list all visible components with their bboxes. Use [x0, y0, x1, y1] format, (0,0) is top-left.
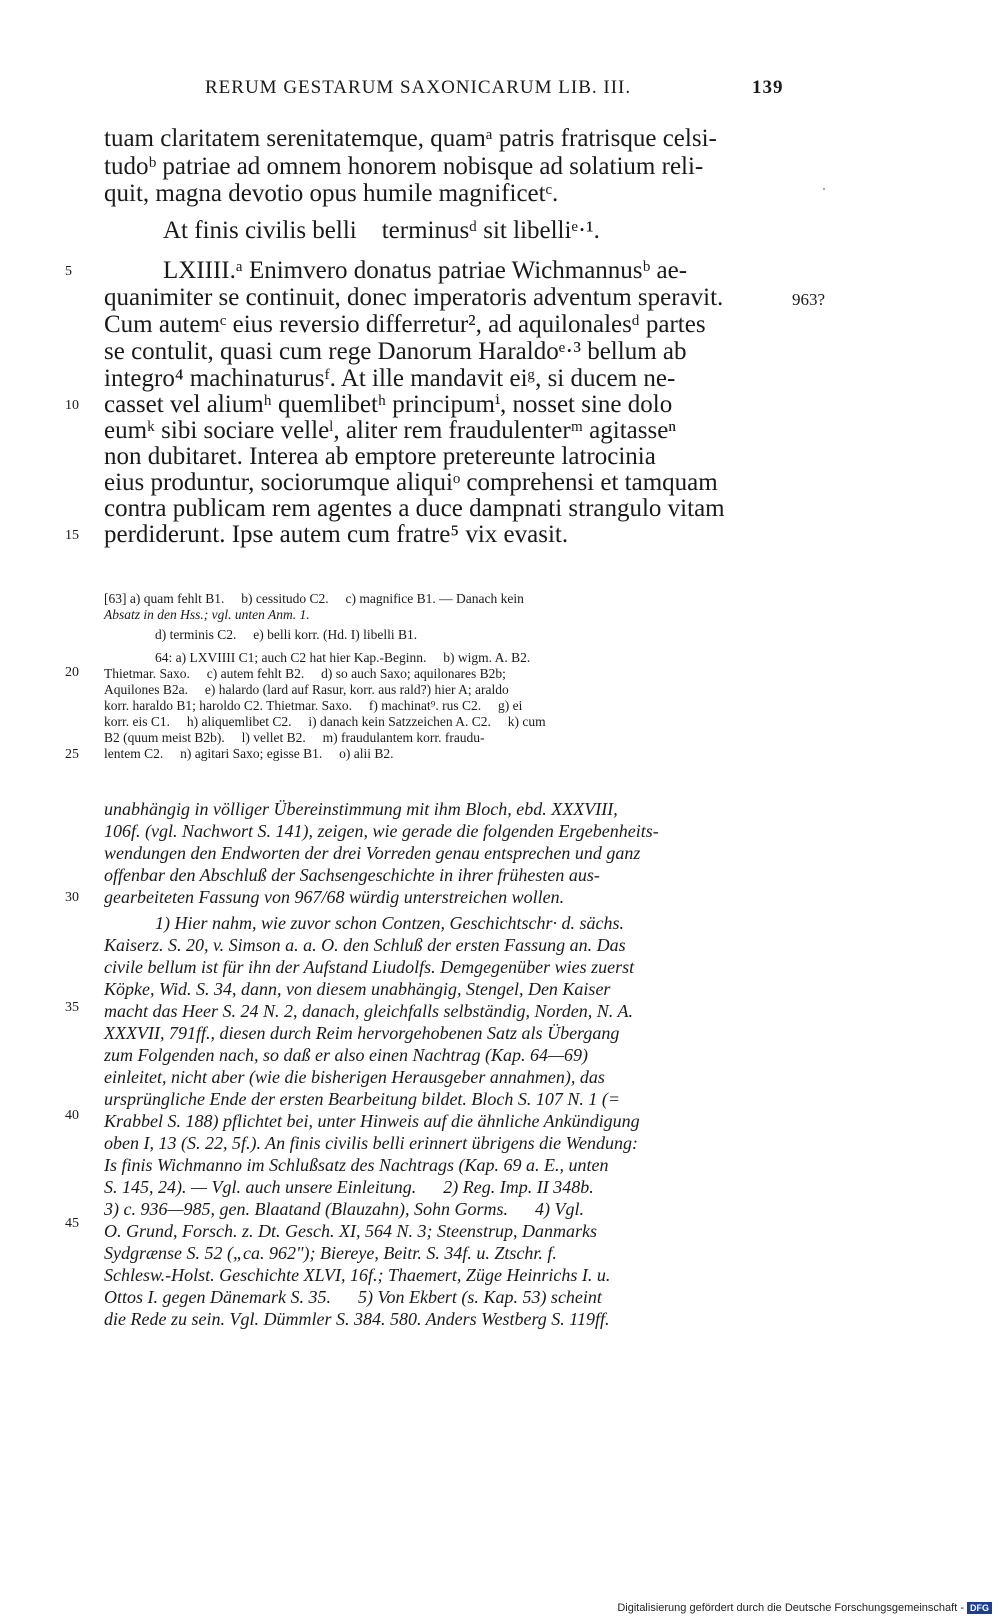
commentary-line: XXXVII, 791ff., diesen durch Reim hervorgehobenen Satz als Übergang — [104, 1023, 620, 1043]
text-line: tuam claritatem serenitatemque, quamᵃ patris fratrisque celsi- — [104, 125, 717, 152]
line-number: 20 — [65, 665, 79, 680]
text-line: perdiderunt. Ipse autem cum fratre⁵ vix evasit. — [104, 521, 569, 548]
chapter-start-line: LXIIII.ᵃ Enimvero donatus patriae Wichmannusᵇ ae- — [163, 257, 688, 284]
commentary-line: S. 145, 24). — Vgl. auch unsere Einleitung. 2) Reg. Imp. II 348b. — [104, 1177, 594, 1197]
funding-note: Digitalisierung gefördert durch die Deutsche Forschungsgemeinschaft - — [617, 1602, 964, 1614]
commentary-line: Sydgrænse S. 52 („ca. 962"); Biereye, Beitr. S. 34f. u. Ztschr. f. — [104, 1243, 557, 1263]
text-line: tudoᵇ patriae ad omnem honorem nobisque ad solatium reli- — [104, 153, 704, 180]
apparatus-line: lentem C2. n) agitari Saxo; egisse B1. o) alii B2. — [104, 746, 394, 761]
commentary-line: unabhängig in völliger Übereinstimmung mit ihm Bloch, ebd. XXXVIII, — [104, 799, 618, 819]
commentary-line: macht das Heer S. 24 N. 2, danach, gleichfalls selbständig, Norden, N. A. — [104, 1001, 633, 1021]
text-line: integro⁴ machinaturusᶠ. At ille mandavit eiᵍ, si ducem ne- — [104, 365, 676, 392]
commentary-line: O. Grund, Forsch. z. Dt. Gesch. XI, 564 N. 3; Steenstrup, Danmarks — [104, 1221, 597, 1241]
line-number: 25 — [65, 747, 79, 762]
text-line: contra publicam rem agentes a duce dampnati strangulo vitam — [104, 495, 725, 522]
text-line: casset vel aliumʰ quemlibetʰ principumⁱ, nosset sine dolo — [104, 391, 673, 418]
line-number: 5 — [65, 264, 72, 279]
commentary-line: ursprüngliche Ende der ersten Bearbeitung bildet. Bloch S. 107 N. 1 (= — [104, 1089, 621, 1109]
commentary-line: Kaiserz. S. 20, v. Simson a. a. O. den Schluß der ersten Fassung an. Das — [104, 935, 626, 955]
commentary-line: oben I, 13 (S. 22, 5f.). An finis civilis belli erinnert übrigens die Wendung: — [104, 1133, 638, 1153]
line-number: 40 — [65, 1108, 79, 1123]
apparatus-line: korr. eis C1. h) aliquemlibet C2. i) danach kein Satzzeichen A. C2. k) cum — [104, 714, 546, 729]
commentary-line: gearbeiteten Fassung von 967/68 würdig unterstreichen wollen. — [104, 887, 565, 907]
commentary-line: 3) c. 936—985, gen. Blaatand (Blauzahn), Sohn Gorms. 4) Vgl. — [104, 1199, 584, 1219]
apparatus-line: 64: a) LXVIIII C1; auch C2 hat hier Kap.-Beginn. b) wigm. A. B2. — [155, 650, 531, 665]
line-number: 30 — [65, 890, 79, 905]
commentary-line: Krabbel S. 188) pflichtet bei, unter Hinweis auf die ähnliche Ankündigung — [104, 1111, 640, 1131]
margin-year: 963? — [792, 290, 826, 309]
commentary-line: wendungen den Endworten der drei Vorreden genau entsprechen und ganz — [104, 843, 641, 863]
text-line: se contulit, quasi cum rege Danorum Haraldoᵉ·³ bellum ab — [104, 338, 687, 365]
speck — [823, 188, 825, 190]
commentary-line: offenbar den Abschluß der Sachsengeschichte in ihrer frühesten aus- — [104, 865, 600, 885]
commentary-line: Schlesw.-Holst. Geschichte XLVI, 16f.; Thaemert, Züge Heinrichs I. u. — [104, 1265, 611, 1285]
verse-line: At finis civilis belli terminusᵈ sit libelliᵉ·¹. — [163, 217, 600, 244]
text-line: eius produntur, sociorumque aliquiᵒ comprehensi et tamquam — [104, 469, 718, 496]
line-number: 10 — [65, 398, 79, 413]
commentary-line: Ottos I. gegen Dänemark S. 35. 5) Von Ekbert (s. Kap. 53) scheint — [104, 1287, 602, 1307]
text-line: non dubitaret. Interea ab emptore pretereunte latrocinia — [104, 443, 656, 470]
funding-banner — [617, 1602, 992, 1614]
text-line: quit, magna devotio opus humile magnificetᶜ. — [104, 180, 559, 207]
commentary-line: 1) Hier nahm, wie zuvor schon Contzen, Geschichtschr· d. sächs. — [155, 913, 624, 933]
apparatus-line: Absatz in den Hss.; vgl. unten Anm. 1. — [104, 607, 310, 622]
commentary-line: 106f. (vgl. Nachwort S. 141), zeigen, wie gerade die folgenden Ergebenheits- — [104, 821, 659, 841]
commentary-line: die Rede zu sein. Vgl. Dümmler S. 384. 580. Anders Westberg S. 119ff. — [104, 1309, 610, 1329]
commentary-line: Köpke, Wid. S. 34, dann, von diesem unabhängig, Stengel, Den Kaiser — [104, 979, 611, 999]
page-number: 139 — [752, 77, 784, 98]
commentary-line: einleitet, nicht aber (wie die bisherigen Herausgeber annahmen), das — [104, 1067, 605, 1087]
dfg-logo: DFG — [967, 1602, 992, 1614]
text-line: quanimiter se continuit, donec imperatoris adventum speravit. — [104, 284, 724, 311]
apparatus-line: B2 (quum meist B2b). l) vellet B2. m) fraudulantem korr. fraudu- — [104, 730, 485, 745]
running-title: RERUM GESTARUM SAXONICARUM LIB. III. — [205, 77, 632, 98]
commentary-line: Is finis Wichmanno im Schlußsatz des Nachtrags (Kap. 69 a. E., unten — [104, 1155, 609, 1175]
apparatus-line: korr. haraldo B1; haroldo C2. Thietmar. Saxo. f) machinat⁹. rus C2. g) ei — [104, 698, 523, 713]
commentary-line: civile bellum ist für ihn der Aufstand Liudolfs. Demgegenüber wies zuerst — [104, 957, 635, 977]
line-number: 35 — [65, 1000, 79, 1015]
text-line: eumᵏ sibi sociare velleˡ, aliter rem fraudulenterᵐ agitasseⁿ — [104, 417, 677, 444]
apparatus-line: d) terminis C2. e) belli korr. (Hd. I) libelli B1. — [155, 627, 418, 642]
commentary-line: zum Folgenden nach, so daß er also einen Nachtrag (Kap. 64—69) — [104, 1045, 588, 1065]
apparatus-line: Aquilones B2a. e) halardo (lard auf Rasur, korr. aus rald?) hier A; araldo — [104, 682, 509, 697]
line-number: 45 — [65, 1216, 79, 1231]
line-number: 15 — [65, 528, 79, 543]
apparatus-line: Thietmar. Saxo. c) autem fehlt B2. d) so auch Saxo; aquilonares B2b; — [104, 666, 506, 681]
apparatus-line: [63] a) quam fehlt B1. b) cessitudo C2. c) magnifice B1. — Danach kein — [104, 591, 524, 606]
text-line: Cum autemᶜ eius reversio differretur², ad aquilonalesᵈ partes — [104, 311, 706, 338]
